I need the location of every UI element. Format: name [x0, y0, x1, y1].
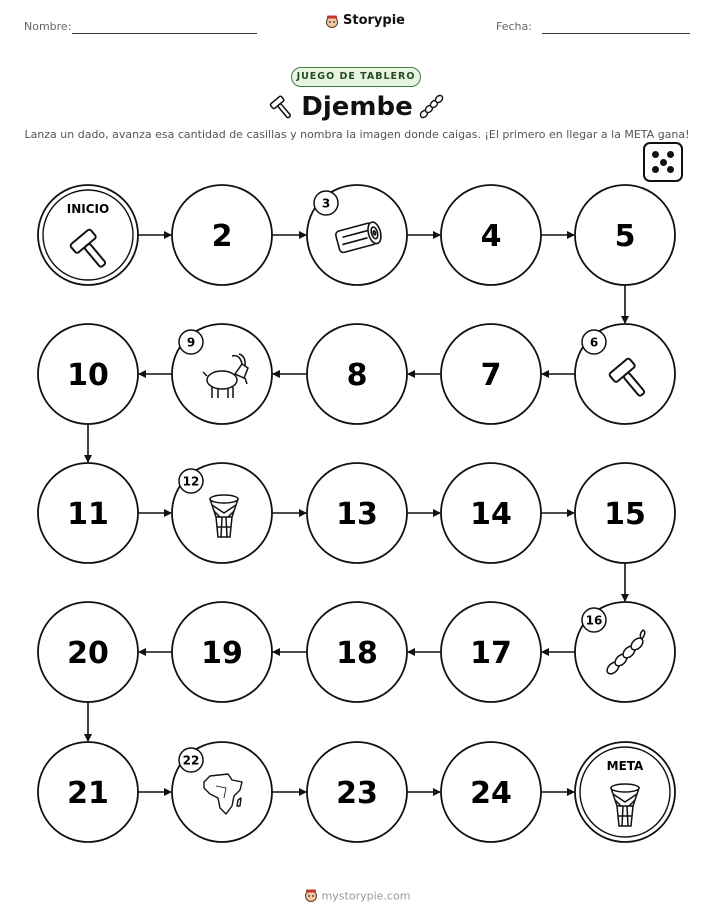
board-space-23 — [307, 742, 407, 842]
space-number: 22 — [182, 753, 200, 768]
space-number: 7 — [480, 358, 502, 393]
space-number: 15 — [604, 497, 646, 532]
board-space-4 — [441, 185, 541, 285]
finish-space — [575, 742, 675, 842]
space-number: 13 — [336, 497, 378, 532]
instructions-text: Lanza un dado, avanza esa cantidad de casillas y nombra la imagen donde caigas. ¡El primero en llegar a la META gana! — [24, 128, 690, 141]
board-space-21 — [38, 742, 138, 842]
start-space — [38, 185, 138, 285]
board-space-9 — [172, 324, 272, 424]
board-space-6 — [575, 324, 675, 424]
board-space-3 — [307, 185, 407, 285]
board-space-8 — [307, 324, 407, 424]
start-label: INICIO — [66, 202, 110, 216]
space-number: 4 — [480, 219, 502, 254]
space-number: 21 — [67, 776, 109, 811]
name-label: Nombre: — [24, 20, 72, 33]
board-space-18 — [307, 602, 407, 702]
space-number: 3 — [321, 196, 331, 211]
space-number: 24 — [470, 776, 512, 811]
board-space-14 — [441, 463, 541, 563]
space-number: 19 — [201, 636, 243, 671]
board-space-22 — [172, 742, 272, 842]
board-space-17 — [441, 602, 541, 702]
board-space-13 — [307, 463, 407, 563]
space-number: 2 — [211, 219, 233, 254]
space-number: 11 — [67, 497, 109, 532]
mascot-icon — [304, 888, 318, 902]
space-number: 8 — [346, 358, 368, 393]
space-number: 10 — [67, 358, 109, 393]
board-space-2 — [172, 185, 272, 285]
page-title: Djembe — [301, 92, 413, 122]
footer — [0, 888, 714, 905]
board-space-19 — [172, 602, 272, 702]
space-number: 17 — [470, 636, 512, 671]
space-number: 6 — [589, 335, 599, 350]
board-space-12 — [172, 463, 272, 563]
board-space-7 — [441, 324, 541, 424]
space-number: 18 — [336, 636, 378, 671]
board-space-16 — [575, 602, 675, 702]
space-number: 20 — [67, 636, 109, 671]
game-type-badge: JUEGO DE TABLERO — [291, 67, 421, 87]
board-space-5 — [575, 185, 675, 285]
space-number: 14 — [470, 497, 512, 532]
date-label: Fecha: — [496, 20, 532, 33]
space-number: 9 — [186, 335, 196, 350]
space-number: 23 — [336, 776, 378, 811]
board-space-10 — [38, 324, 138, 424]
board-space-20 — [38, 602, 138, 702]
footer-url: mystorypie.com — [321, 889, 411, 903]
space-number: 16 — [585, 613, 603, 628]
space-number: 5 — [614, 219, 636, 254]
space-number: 12 — [182, 474, 200, 489]
board-space-11 — [38, 463, 138, 563]
board-space-15 — [575, 463, 675, 563]
board-space-24 — [441, 742, 541, 842]
brand-name: Storypie — [343, 13, 405, 28]
finish-label: META — [606, 759, 644, 773]
